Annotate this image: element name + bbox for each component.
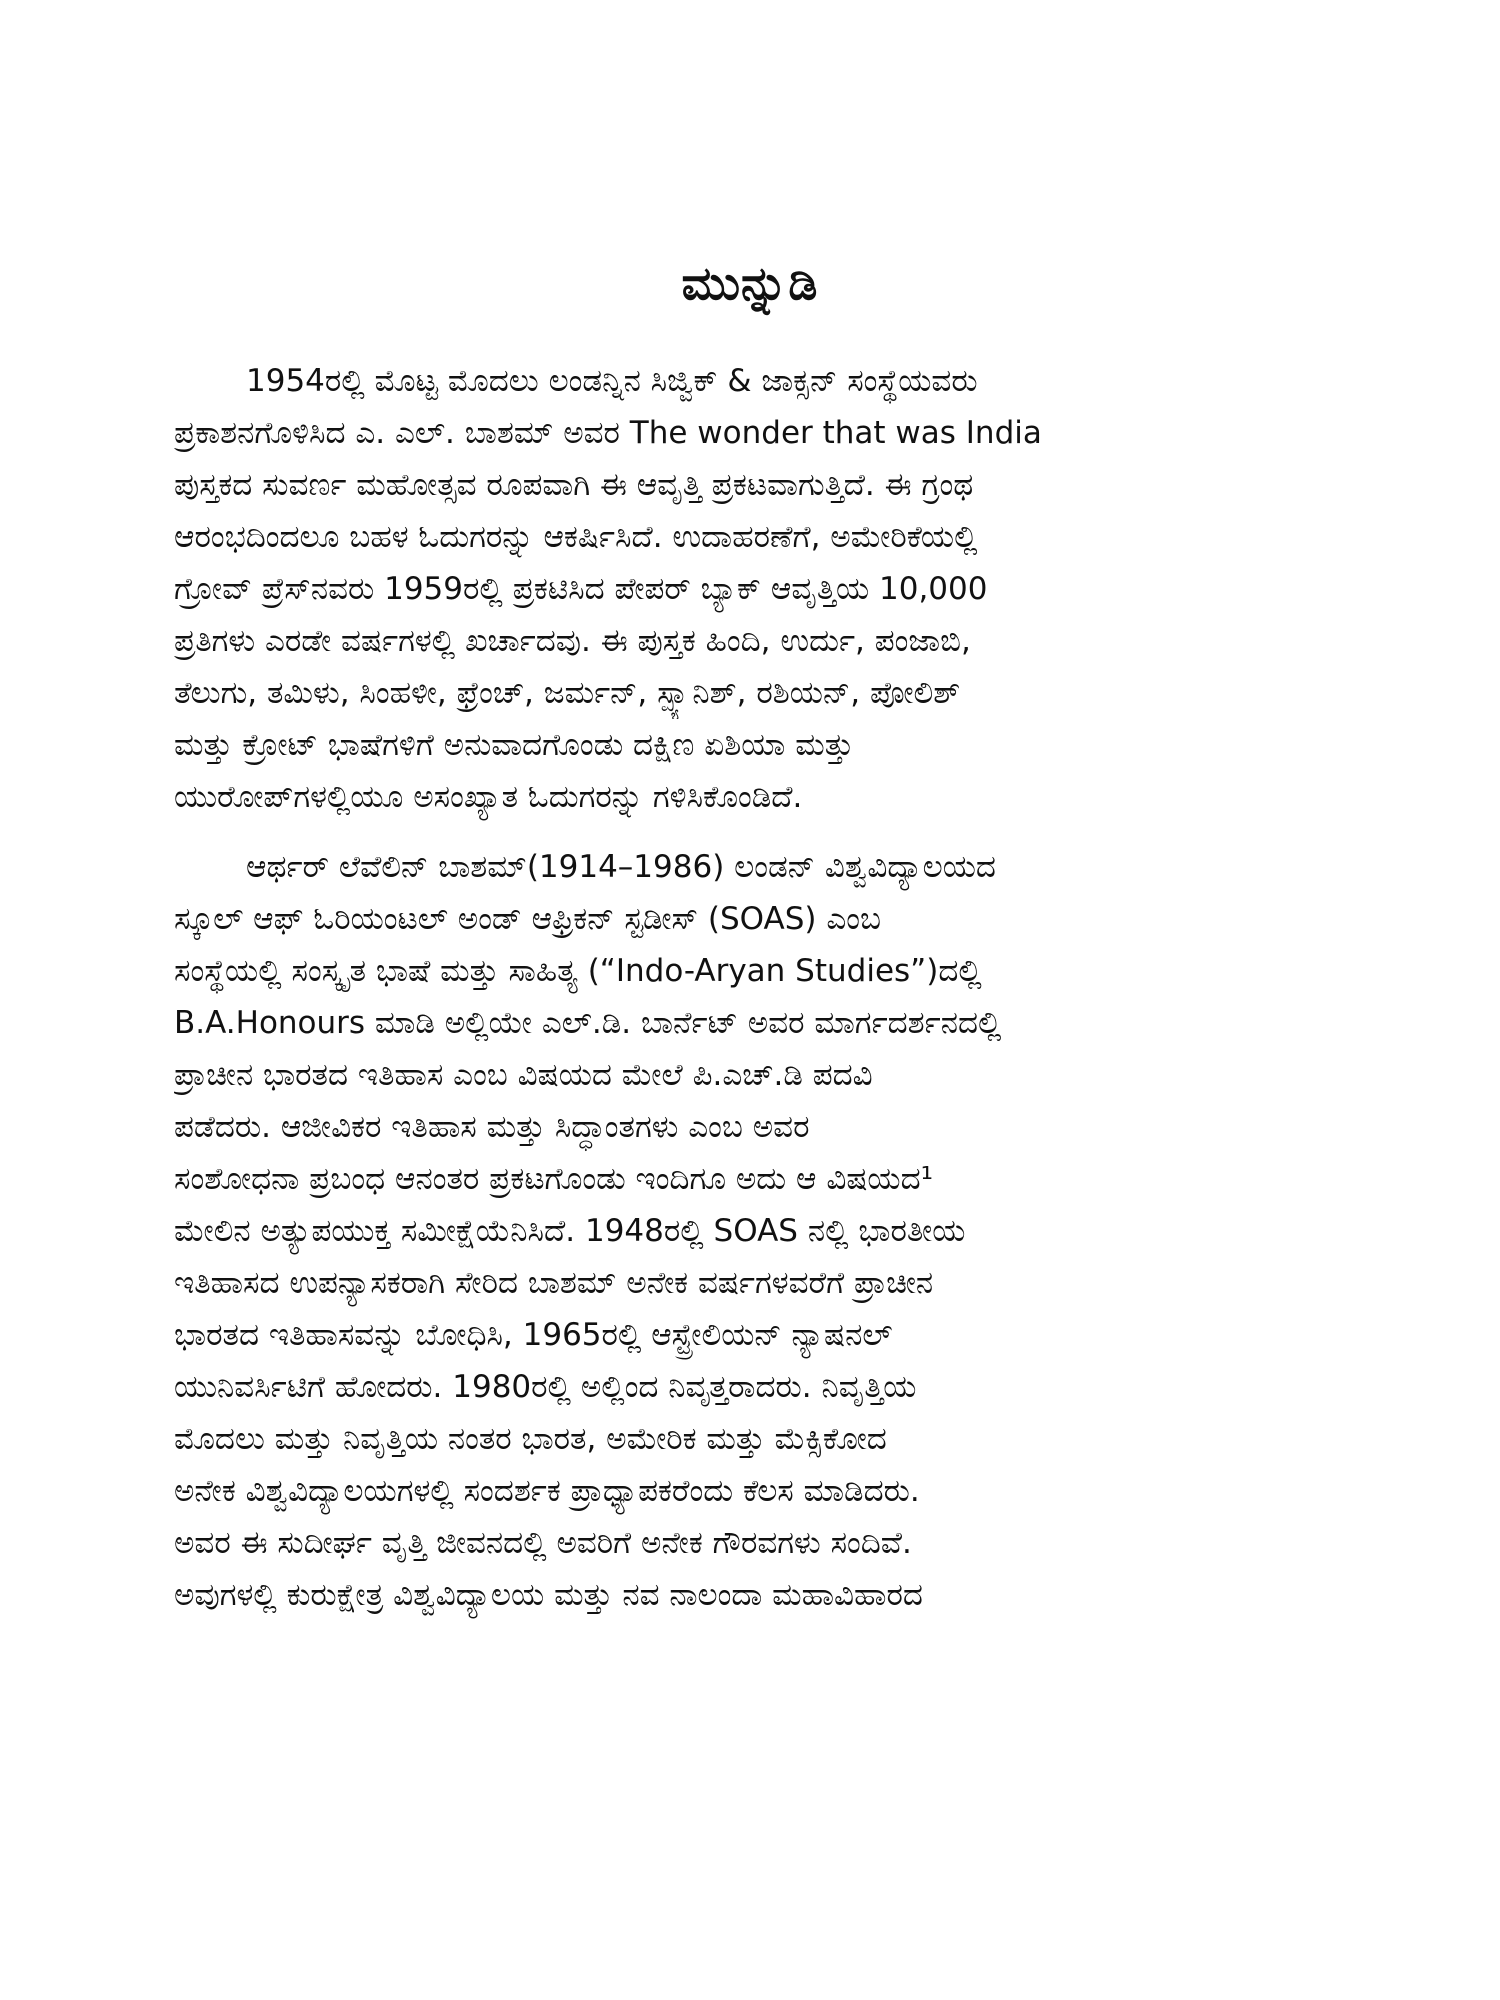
- text-line: ಪ್ರಾಚೀನ ಭಾರತದ ಇತಿಹಾಸ ಎಂಬ ವಿಷಯದ ಮೇಲೆ ಪಿ.ಎಚ್.ಡಿ ಪದವಿ: [174, 1057, 873, 1093]
- text-line: ಮೇಲಿನ ಅತ್ಯುಪಯುಕ್ತ ಸಮೀಕ್ಷೆಯೆನಿಸಿದೆ. 1948ರಲ್ಲಿ SOAS ನಲ್ಲಿ ಭಾರತೀಯ: [174, 1213, 966, 1249]
- text-line: ಯುನಿವರ್ಸಿಟಿಗೆ ಹೋದರು. 1980ರಲ್ಲಿ ಅಲ್ಲಿಂದ ನಿವೃತ್ತರಾದರು. ನಿವೃತ್ತಿಯ: [174, 1369, 917, 1405]
- text-line: 1954ರಲ್ಲಿ ಮೊಟ್ಟ ಮೊದಲು ಲಂಡನ್ನಿನ ಸಿಜ್ವಿಕ್ & ಜಾಕ್ಸನ್ ಸಂಸ್ಥೆಯವರು: [246, 363, 978, 399]
- page-title: ಮುನ್ನುಡಿ: [681, 255, 819, 310]
- text-line: ಭಾರತದ ಇತಿಹಾಸವನ್ನು ಬೋಧಿಸಿ, 1965ರಲ್ಲಿ ಆಸ್ಟ್ರೇಲಿಯನ್ ನ್ಯಾಷನಲ್: [174, 1317, 893, 1353]
- text-line: ಯುರೋಪ್‌ಗಳಲ್ಲಿಯೂ ಅಸಂಖ್ಯಾತ ಓದುಗರನ್ನು ಗಳಿಸಿಕೊಂಡಿದೆ.: [174, 779, 803, 815]
- document-body: [174, 355, 1369, 1639]
- text-line: ಮೊದಲು ಮತ್ತು ನಿವೃತ್ತಿಯ ನಂತರ ಭಾರತ, ಅಮೇರಿಕ ಮತ್ತು ಮೆಕ್ಸಿಕೋದ: [174, 1421, 887, 1457]
- text-line: B.A.Honours ಮಾಡಿ ಅಲ್ಲಿಯೇ ಎಲ್.ಡಿ. ಬಾರ್ನೆಟ್ ಅವರ ಮಾರ್ಗದರ್ಶನದಲ್ಲಿ: [174, 1005, 1002, 1041]
- text-line: ಸ್ಕೂಲ್ ಆಫ್ ಓರಿಯಂಟಲ್ ಅಂಡ್ ಆಫ್ರಿಕನ್ ಸ್ಟಡೀಸ್ (SOAS) ಎಂಬ: [174, 901, 881, 937]
- paragraph-1: [174, 355, 1369, 823]
- text-line: ಸಂಶೋಧನಾ ಪ್ರಬಂಧ ಆನಂತರ ಪ್ರಕಟಗೊಂಡು ಇಂದಿಗೂ ಅದು ಆ ವಿಷಯದ¹: [174, 1161, 934, 1197]
- text-line: ಪುಸ್ತಕದ ಸುವರ್ಣ ಮಹೋತ್ಸವ ರೂಪವಾಗಿ ಈ ಆವೃತ್ತಿ ಪ್ರಕಟವಾಗುತ್ತಿದೆ. ಈ ಗ್ರಂಥ: [174, 467, 974, 503]
- text-line: ಪ್ರತಿಗಳು ಎರಡೇ ವರ್ಷಗಳಲ್ಲಿ ಖರ್ಚಾದವು. ಈ ಪುಸ್ತಕ ಹಿಂದಿ, ಉರ್ದು, ಪಂಜಾಬಿ,: [174, 623, 971, 659]
- text-line: ಇತಿಹಾಸದ ಉಪನ್ಯಾಸಕರಾಗಿ ಸೇರಿದ ಬಾಶಮ್ ಅನೇಕ ವರ್ಷಗಳವರೆಗೆ ಪ್ರಾಚೀನ: [174, 1265, 934, 1301]
- text-line: ಅವರ ಈ ಸುದೀರ್ಘ ವೃತ್ತಿ ಜೀವನದಲ್ಲಿ ಅವರಿಗೆ ಅನೇಕ ಗೌರವಗಳು ಸಂದಿವೆ.: [174, 1525, 912, 1561]
- text-line: ಪಡೆದರು. ಆಜೀವಿಕರ ಇತಿಹಾಸ ಮತ್ತು ಸಿದ್ಧಾಂತಗಳು ಎಂಬ ಅವರ: [174, 1109, 810, 1145]
- text-line: ಪ್ರಕಾಶನಗೊಳಿಸಿದ ಎ. ಎಲ್. ಬಾಶಮ್ ಅವರ The wonder that was India: [174, 415, 1042, 451]
- text-line: ಅನೇಕ ವಿಶ್ವವಿದ್ಯಾಲಯಗಳಲ್ಲಿ ಸಂದರ್ಶಕ ಪ್ರಾಧ್ಯಾಪಕರೆಂದು ಕೆಲಸ ಮಾಡಿದರು.: [174, 1473, 920, 1509]
- text-line: ಸಂಸ್ಥೆಯಲ್ಲಿ ಸಂಸ್ಕೃತ ಭಾಷೆ ಮತ್ತು ಸಾಹಿತ್ಯ (“Indo-Aryan Studies”)ದಲ್ಲಿ: [174, 953, 982, 989]
- paragraph-2: [174, 841, 1369, 1621]
- text-line: ಆರಂಭದಿಂದಲೂ ಬಹಳ ಓದುಗರನ್ನು ಆಕರ್ಷಿಸಿದೆ. ಉದಾಹರಣೆಗೆ, ಅಮೇರಿಕೆಯಲ್ಲಿ: [174, 519, 978, 555]
- text-line: ತೆಲುಗು, ತಮಿಳು, ಸಿಂಹಳೀ, ಫ್ರೆಂಚ್, ಜರ್ಮನ್, ಸ್ಪ್ಯಾನಿಶ್, ರಶಿಯನ್, ಪೋಲಿಶ್: [174, 675, 961, 711]
- text-line: ಆರ್ಥರ್ ಲೆವೆಲಿನ್ ಬಾಶಮ್(1914–1986) ಲಂಡನ್ ವಿಶ್ವವಿದ್ಯಾಲಯದ: [246, 849, 996, 885]
- text-line: ಅವುಗಳಲ್ಲಿ ಕುರುಕ್ಷೇತ್ರ ವಿಶ್ವವಿದ್ಯಾಲಯ ಮತ್ತು ನವ ನಾಲಂದಾ ಮಹಾವಿಹಾರದ: [174, 1577, 923, 1613]
- text-line: ಮತ್ತು ಕ್ರೋಟ್ ಭಾಷೆಗಳಿಗೆ ಅನುವಾದಗೊಂಡು ದಕ್ಷಿಣ ಏಶಿಯಾ ಮತ್ತು: [174, 727, 854, 763]
- text-line: ಗ್ರೋವ್ ಪ್ರೆಸ್‌ನವರು 1959ರಲ್ಲಿ ಪ್ರಕಟಿಸಿದ ಪೇಪರ್ ಬ್ಯಾಕ್ ಆವೃತ್ತಿಯ 10,000: [174, 571, 988, 607]
